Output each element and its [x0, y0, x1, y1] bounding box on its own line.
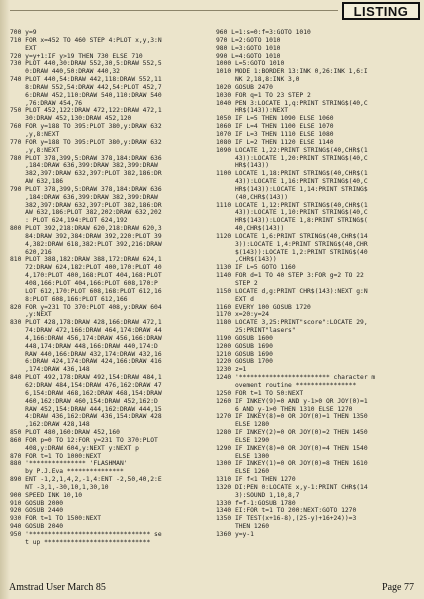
code-line: 1270 IF INKEY(8)=0 OR JOY(0)=1 THEN 1350 [216, 413, 368, 421]
code-line: HR$(143)) [216, 162, 270, 170]
code-line: : PLOT 624,194:PLOT 624,192 [10, 217, 128, 225]
code-line: 910 GOSUB 2000 [10, 499, 64, 507]
code-line: 1120 LOCATE 1,6:PRINT STRING$(40,CHR$(14 [216, 232, 368, 240]
code-line: 43)):LOCATE 1,20:PRINT STRING$(40,C [216, 154, 368, 162]
code-line: 1330 f=f-1:GOSUB 1780 [216, 499, 296, 507]
page-number: Page 77 [382, 582, 414, 593]
code-line: ELSE 1260 [216, 468, 270, 476]
code-line: 620,216 [10, 248, 52, 256]
code-line: LOT 612,170:PLOT 608,168:PLOT 612,16 [10, 287, 162, 295]
code-line: 1070 IF L=3 THEN 1110 ELSE 1080 [216, 130, 334, 138]
code-line: 790 PLOT 378,399,5:DRAW 378,184:DRAW 636 [10, 185, 162, 193]
code-line: 408,y:DRAW 604,y:NEXT y:NEXT p [10, 444, 139, 452]
code-line: 930 FOR t=1 TO 1500:NEXT [10, 515, 101, 523]
code-line: 1100 LOCATE 1,18:PRINT STRING$(40,CHR$(1 [216, 170, 368, 178]
code-line: 920 GOSUB 2440 [10, 507, 64, 515]
code-line: 900 SPEED INK 10,10 [10, 491, 83, 499]
code-line: RAW 452,154:DRAW 444,162:DRAW 444,15 [10, 405, 162, 413]
code-line: 40,CHR$(143)) [216, 225, 285, 233]
code-line: 970 L=2:GOTO 1010 [216, 36, 281, 44]
code-line: 890 ENT -1,2,1,4,2,-1,4:ENT -2,50,40,2:E [10, 476, 162, 484]
code-line: 6,154:DRAW 468,162:DRAW 468,154:DRAW [10, 389, 162, 397]
code-line: 1300 IF INKEY(1)=0 OR JOY(0)=8 THEN 1610 [216, 460, 368, 468]
code-line: 810 PLOT 388,182:DRAW 388,172:DRAW 624,1 [10, 256, 162, 264]
listing-column-right [216, 29, 420, 539]
code-line: 4,382:DRAW 618,382:PLOT 392,216:DRAW [10, 240, 162, 248]
code-line: STEP 2 [216, 280, 258, 287]
code-line: 4,170:PLOT 400,168:PLOT 404,168:PLOT [10, 272, 162, 280]
code-line: 1260 IF INKEY(9)=0 AND y-1>0 OR JOY(0)=1 [216, 397, 368, 405]
code-line: 62:DRAW 484,154:DRAW 476,162:DRAW 47 [10, 381, 162, 389]
code-line: 1340 EI:FOR t=1 TO 200:NEXT:GOTO 1270 [216, 507, 357, 515]
code-line: 1290 IF INKEY(8)=0 OR JOY(0)=4 THEN 1540 [216, 444, 368, 452]
code-line: 1190 GOSUB 1600 [216, 334, 273, 342]
code-line: 74:DRAW 472,166:DRAW 464,174:DRAW 44 [10, 327, 162, 335]
code-line: 6:DRAW 424,174:DRAW 424,166:DRAW 416 [10, 358, 162, 366]
code-line: 3):SOUND 1,10,8,7 [216, 491, 300, 499]
code-line: 43)):LOCATE 1,10:PRINT STRING$(40,C [216, 209, 368, 217]
code-line: 940 GOSUB 2040 [10, 523, 64, 531]
header-rule [10, 10, 338, 11]
code-line: ,CHR$(143)) [216, 256, 277, 264]
code-line: 1320 DI:PEN 0:LOCATE x,y-1:PRINT CHR$(14 [216, 483, 368, 491]
code-line: 43)):LOCATE 1,16:PRINT STRING$(40,C [216, 178, 368, 186]
code-line: 382,397:DRAW 632,397:PLOT 382,186:DR [10, 170, 162, 178]
code-line: t up **************************** [10, 538, 151, 546]
code-line: 8:DRAW 552,54:DRAW 442,54:PLOT 452,7 [10, 83, 162, 91]
code-line: HR$(143)):LOCATE 1,8:PRINT STRING$( [216, 217, 368, 225]
code-line: 1350 IF TEST(x+16-8),(25-y)+16+24))=3 [216, 515, 357, 523]
code-line: 84:DRAW 392,384:DRAW 392,220:PLOT 39 [10, 232, 162, 240]
code-line: 1180 LOCATE 3,25:PRINT"score":LOCATE 29, [216, 319, 368, 327]
code-line: 870 FOR t=1 TO 1000:NEXT [10, 452, 101, 460]
code-line: 980 L=3:GOTO 1010 [216, 44, 281, 52]
code-line: 460,162:DRAW 460,154:DRAW 452,162:D [10, 397, 158, 405]
code-line: ovement routine **************** [216, 381, 357, 389]
code-line: 8:PLOT 608,166:PLOT 612,166 [10, 295, 128, 303]
code-line: HR$(143)):NEXT [216, 107, 289, 115]
code-line: 72:DRAW 624,182:PLOT 400,170:PLOT 40 [10, 264, 162, 272]
code-line: 830 PLOT 428,178:DRAW 428,166:DRAW 472,1 [10, 319, 162, 327]
code-line: 30:DRAW 452,130:DRAW 452,120 [10, 115, 132, 123]
code-line: 1000 L=5:GOTO 1010 [216, 60, 285, 68]
code-line: EXT [10, 44, 37, 52]
code-line: 3)):LOCATE 1,4:PRINT STRING$(40,CHR [216, 240, 368, 248]
code-line: 0:DRAW 440,50:DRAW 440,32 [10, 68, 120, 76]
code-line: 1310 IF f<1 THEN 1270 [216, 476, 296, 484]
code-line: ,184:DRAW 636,399:DRAW 382,399:DRAW [10, 193, 158, 201]
code-line: ,162:DRAW 428,148 [10, 421, 90, 429]
code-line: ,174:DRAW 436,148 [10, 366, 90, 374]
code-line: 4:DRAW 436,162:DRAW 436,154:DRAW 428 [10, 413, 162, 421]
code-line: 770 FOR y=188 TO 395:PLOT 380,y:DRAW 632 [10, 138, 162, 146]
code-line: 1220 GOSUB 1700 [216, 358, 273, 366]
code-line: 1170 x=20:y=24 [216, 311, 270, 319]
code-line: 990 L=4:GOTO 1010 [216, 52, 281, 60]
code-line: 382,397:DRAW 632,397:PLOT 382,186:DR [10, 201, 162, 209]
code-line: NT -3,1,-30,10,1,30,10 [10, 483, 109, 491]
code-line: (40,CHR$(143)) [216, 193, 289, 201]
code-line: 780 PLOT 378,399,5:DRAW 378,184:DRAW 636 [10, 154, 162, 162]
code-line: 800 PLOT 392,218:DRAW 620,218:DRAW 620,3 [10, 225, 162, 233]
code-line: 1240 '************************ character m [216, 374, 376, 382]
code-line: 860 FOR p=0 TO 12:FOR y=231 TO 370:PLOT [10, 436, 158, 444]
code-line: 1130 IF L=5 GOTO 1160 [216, 264, 296, 272]
code-line: EXT d [216, 295, 254, 303]
code-line: 6:DRAW 452,110:DRAW 540,110:DRAW 540 [10, 91, 162, 99]
code-line: 730 PLOT 440,30:DRAW 552,30,5:DRAW 552,5 [10, 60, 162, 68]
code-line: 1160 EVERY 100 GOSUB 1720 [216, 303, 311, 311]
code-line: 740 PLOT 440,54:DRAW 442,118:DRAW 552,11 [10, 76, 162, 84]
code-line: ELSE 1290 [216, 436, 270, 444]
code-line: THEN 1260 [216, 523, 270, 531]
code-line: 4,166:DRAW 456,174:DRAW 456,166:DRAW [10, 334, 162, 342]
code-line: 1080 IF L=2 THEN 1120 ELSE 1140 [216, 138, 334, 146]
code-line: ,y,8:NEXT [10, 146, 60, 154]
code-line: NK 2,18,8:INK 3,0 [216, 76, 300, 84]
code-line: by P.J.Eva *************** [10, 468, 124, 476]
code-line: 1050 IF L=5 THEN 1090 ELSE 1060 [216, 115, 334, 123]
code-line: AW 632,186 [10, 178, 64, 186]
code-line: AW 632,186:PLOT 382,202:DRAW 632,202 [10, 209, 162, 217]
section-label: LISTING [342, 2, 420, 20]
code-line: 1150 LOCATE d,g:PRINT CHR$(143):NEXT g:N [216, 287, 368, 295]
code-line: 880 '*************** 'FLASHMAN' [10, 460, 128, 468]
code-line: 960 L=1:s=0:f=3:GOTO 1010 [216, 29, 311, 36]
code-line: 1140 FOR d=1 TO 40 STEP 3:FOR g=2 TO 22 [216, 272, 364, 280]
code-line: 820 FOR y=231 TO 370:PLOT 408,y:DRAW 604 [10, 303, 162, 311]
listing-column-left [10, 29, 215, 547]
code-line: ,y,8:NEXT [10, 130, 60, 138]
code-line: 6 AND y-1>0 THEN 1310 ELSE 1270 [216, 405, 353, 413]
code-line: 1250 FOR t=1 TO 50:NEXT [216, 389, 304, 397]
code-line: 1090 LOCATE 1,22:PRINT STRING$(40,CHR$(1 [216, 146, 368, 154]
code-line: 1060 IF L=4 THEN 1100 ELSE 1070 [216, 123, 334, 131]
code-line: 1030 FOR q=1 TO 23 STEP 2 [216, 91, 311, 99]
code-line: HR$(143)):LOCATE 1,14:PRINT STRING$ [216, 185, 368, 193]
code-line: 1010 MODE 1:BORDER 13:INK 0,26:INK 1,6:I [216, 68, 368, 76]
code-line: ELSE 1280 [216, 421, 270, 429]
code-line: ,184:DRAW 636,399:DRAW 382,399:DRAW [10, 162, 158, 170]
code-line: 1200 GOSUB 1690 [216, 342, 273, 350]
code-line: 408,166:PLOT 404,166:PLOT 608,170:P [10, 280, 158, 287]
code-line: 1020 GOSUB 2470 [216, 83, 273, 91]
code-line: $(143)):LOCATE 1,2:PRINT STRING$(40 [216, 248, 368, 256]
code-line: RAW 440,166:DRAW 432,174:DRAW 432,16 [10, 350, 162, 358]
code-line: 1360 y=y-1 [216, 531, 254, 538]
code-line: 1110 LOCATE 1,12:PRINT STRING$(40,CHR$(1 [216, 201, 368, 209]
magazine-footer: Amstrad User March 85 [9, 582, 106, 593]
code-line: ELSE 1300 [216, 452, 270, 460]
code-line: 760 FOR y=188 TO 395:PLOT 380,y:DRAW 632 [10, 123, 162, 131]
code-line: 840 PLOT 492,178:DRAW 492,154:DRAW 484,1 [10, 374, 162, 382]
code-line: 448,174:DRAW 448,166:DRAW 440,174:D [10, 342, 158, 350]
code-line: 1210 GOSUB 1690 [216, 350, 273, 358]
code-line: ,76:DRAW 454,76 [10, 99, 83, 107]
code-line: 750 PLOT 452,122:DRAW 472,122:DRAW 472,1 [10, 107, 162, 115]
code-line: 1040 PEN 3:LOCATE 1,q:PRINT STRING$(40,C [216, 99, 368, 107]
code-line: 1280 IF INKEY(2)=0 OR JOY(0)=2 THEN 1450 [216, 429, 368, 437]
code-line: ,y:NEXT [10, 311, 52, 319]
code-line: 950 '******************************** se [10, 531, 162, 538]
code-line: 25:PRINT"lasers" [216, 327, 296, 335]
code-line: 720 y=y+1:IF y>19 THEN 730 ELSE 710 [10, 52, 143, 60]
code-line: 700 y=9 [10, 29, 37, 36]
code-line: 710 FOR x=452 TO 460 STEP 4:PLOT x,y,3:N [10, 36, 162, 44]
page-binding-shadow [0, 0, 10, 599]
code-line: 1230 z=1 [216, 366, 247, 374]
code-line: 850 PLOT 480,160:DRAW 452,160 [10, 429, 120, 437]
